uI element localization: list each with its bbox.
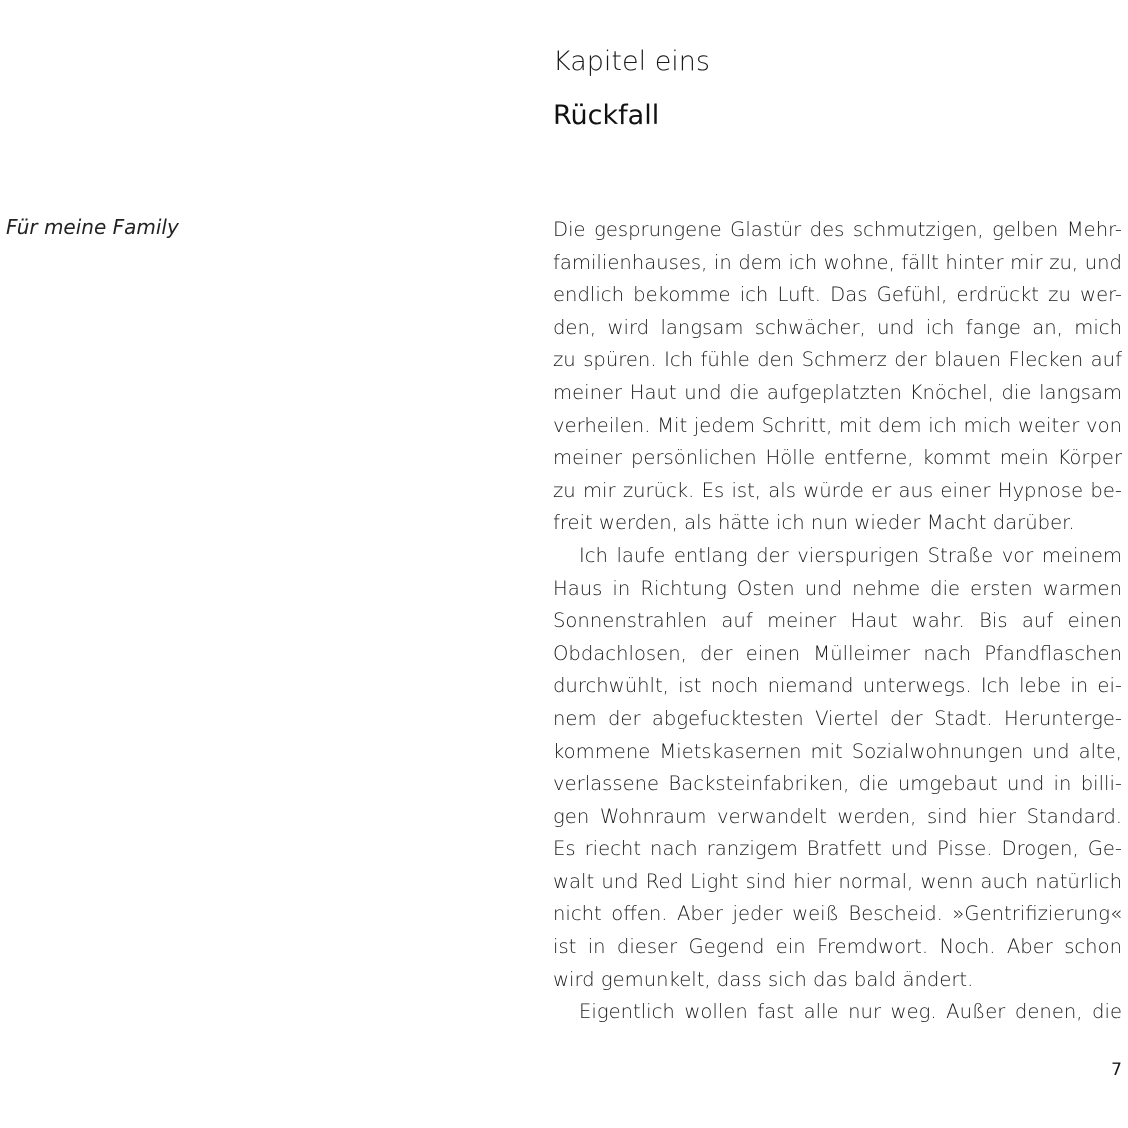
- text-line: Haus in Richtung Osten und nehme die ersten warmen: [553, 576, 1122, 600]
- text-line: meiner persönlichen Hölle entferne, kommt mein Körper: [553, 446, 1122, 470]
- text-line: Obdachlosen, der einen Mülleimer nach Pfandflaschen: [553, 641, 1122, 665]
- chapter-label: Kapitel eins: [553, 46, 710, 77]
- text-line: Eigentlich wollen fast alle nur weg. Außer denen, die: [579, 1000, 1122, 1024]
- text-line: walt und Red Light sind hier normal, wenn auch natürlich: [553, 869, 1122, 893]
- text-line: zu spüren. Ich fühle den Schmerz der blauen Flecken auf: [553, 348, 1122, 372]
- text-line: nicht offen. Aber jeder weiß Bescheid. »Gentrifizierung«: [553, 902, 1122, 926]
- text-line: freit werden, als hätte ich nun wieder Macht darüber.: [553, 511, 1075, 535]
- text-line: nem der abgefucktesten Viertel der Stadt. Herunterge-: [553, 706, 1122, 730]
- text-line: verheilen. Mit jedem Schritt, mit dem ich mich weiter von: [553, 413, 1122, 437]
- text-line: endlich bekomme ich Luft. Das Gefühl, erdrückt zu wer-: [553, 283, 1122, 307]
- text-line: Die gesprungene Glastür des schmutzigen, gelben Mehr-: [553, 218, 1122, 241]
- text-line: wird gemunkelt, dass sich das bald ändert.: [553, 967, 974, 991]
- text-line: verlassene Backsteinfabriken, die umgebaut und in billi-: [553, 772, 1122, 796]
- text-line: familienhauses, in dem ich wohne, fällt hinter mir zu, und: [553, 250, 1122, 274]
- page-number: 7: [1111, 1060, 1122, 1080]
- text-line: meiner Haut und die aufgeplatzten Knöchel, die langsam: [553, 380, 1122, 404]
- text-line: kommene Mietskasernen mit Sozialwohnungen und alte,: [553, 739, 1122, 763]
- text-line: gen Wohnraum verwandelt werden, sind hier Standard.: [553, 804, 1122, 828]
- dedication: Für meine Family: [6, 215, 179, 239]
- text-line: durchwühlt, ist noch niemand unterwegs. Ich lebe in ei-: [553, 674, 1122, 698]
- text-line: Ich laufe entlang der vierspurigen Straße vor meinem: [579, 543, 1122, 567]
- text-line: Sonnenstrahlen auf meiner Haut wahr. Bis auf einen: [553, 609, 1122, 633]
- text-line: ist in dieser Gegend ein Fremdwort. Noch. Aber schon: [553, 935, 1122, 959]
- text-line: zu mir zurück. Es ist, als würde er aus einer Hypnose be-: [553, 478, 1122, 502]
- text-line: den, wird langsam schwächer, und ich fange an, mich: [553, 315, 1122, 339]
- text-line: Es riecht nach ranzigem Bratfett und Pisse. Drogen, Ge-: [553, 837, 1122, 861]
- chapter-title: Rückfall: [553, 100, 660, 131]
- chapter-body: [553, 214, 1122, 1029]
